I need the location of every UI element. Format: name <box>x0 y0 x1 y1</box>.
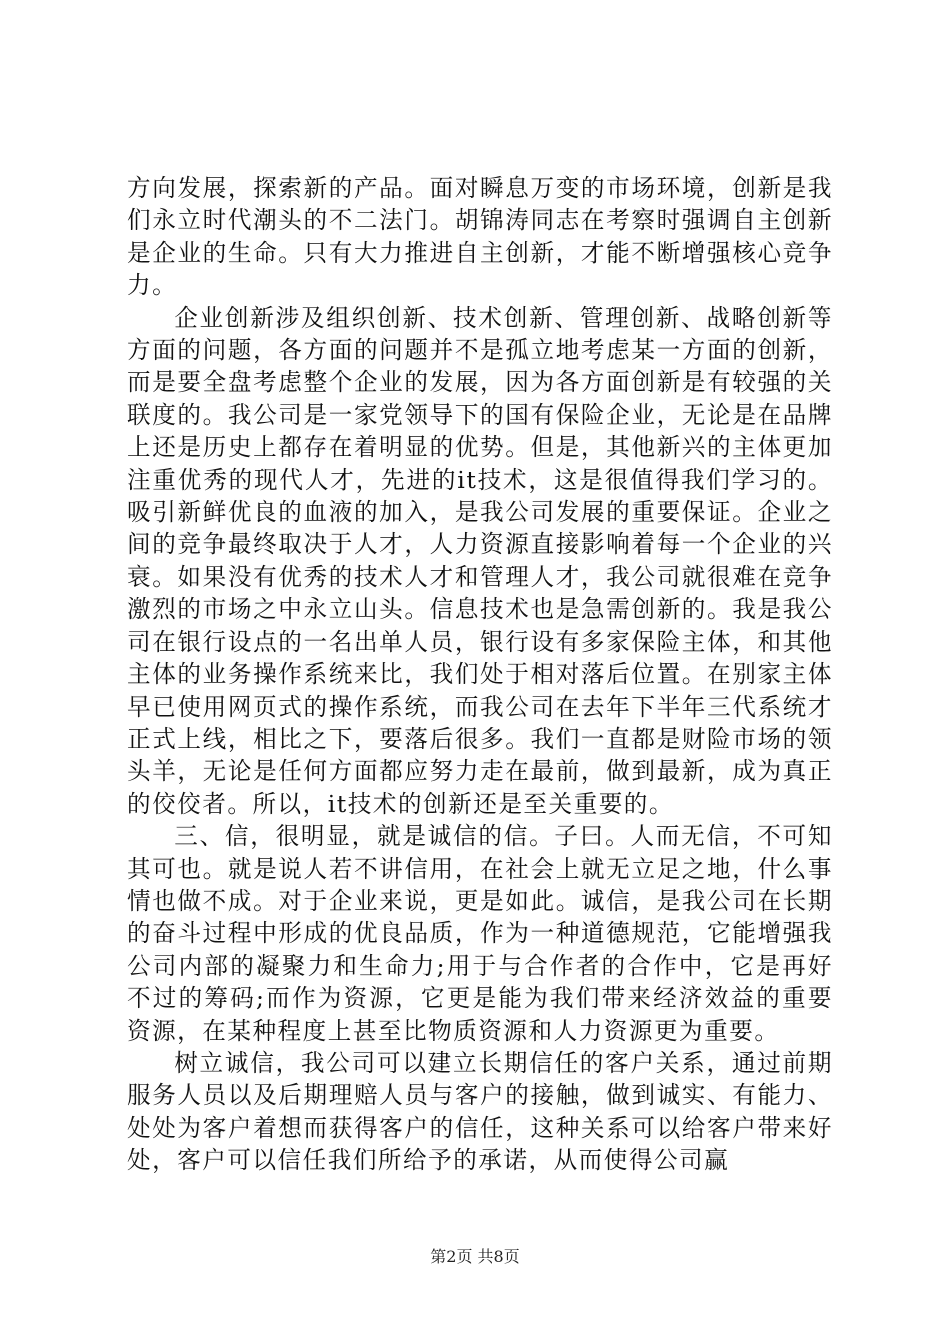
page-number-footer: 第2页 共8页 <box>430 1247 520 1266</box>
paragraph-customer-trust: 树立诚信，我公司可以建立长期信任的客户关系，通过前期服务人员以及后期理赔人员与客户的接触，做到诚实、有能力、处处为客户着想而获得客户的信任，这种关系可以给客户带来好处，客户可以信任我们所给予的承诺，从而使得公司赢 <box>127 1048 833 1175</box>
paragraph-enterprise-innovation: 企业创新涉及组织创新、技术创新、管理创新、战略创新等方面的问题，各方面的问题并不是孤立地考虑某一方面的创新，而是要全盘考虑整个企业的发展，因为各方面创新是有较强的关联度的。我公司是一家党领导下的国有保险企业，无论是在品牌上还是历史上都存在着明显的优势。但是，其他新兴的主体更加注重优秀的现代人才，先进的it技术，这是很值得我们学习的。吸引新鲜优良的血液的加入，是我公司发展的重要保证。企业之间的竞争最终取决于人才，人力资源直接影响着每一个企业的兴衰。如果没有优秀的技术人才和管理人才，我公司就很难在竞争激烈的市场之中永立山头。信息技术也是急需创新的。我是我公司在银行设点的一名出单人员，银行设有多家保险主体，和其他主体的业务操作系统来比，我们处于相对落后位置。在别家主体早已使用网页式的操作系统，而我公司在去年下半年三代系统才正式上线，相比之下，要落后很多。我们一直都是财险市场的领头羊，无论是任何方面都应努力走在最前，做到最新，成为真正的佼佼者。所以，it技术的创新还是至关重要的。 <box>127 303 833 818</box>
paragraph-innovation-intro: 方向发展，探索新的产品。面对瞬息万变的市场环境，创新是我们永立时代潮头的不二法门。胡锦涛同志在考察时强调自主创新是企业的生命。只有大力推进自主创新，才能不断增强核心竞争力。 <box>127 174 833 300</box>
document-body <box>127 172 833 1177</box>
paragraph-integrity: 三、信，很明显，就是诚信的信。子曰。人而无信，不可知其可也。就是说人若不讲信用，在社会上就无立足之地，什么事情也做不成。对于企业来说，更是如此。诚信，是我公司在长期的奋斗过程中形成的优良品质，作为一种道德规范，它能增强我公司内部的凝聚力和生命力;用于与合作者的合作中，它是再好不过的筹码;而作为资源，它更是能为我们带来经济效益的重要资源，在某种程度上甚至比物质资源和人力资源更为重要。 <box>127 822 833 1045</box>
